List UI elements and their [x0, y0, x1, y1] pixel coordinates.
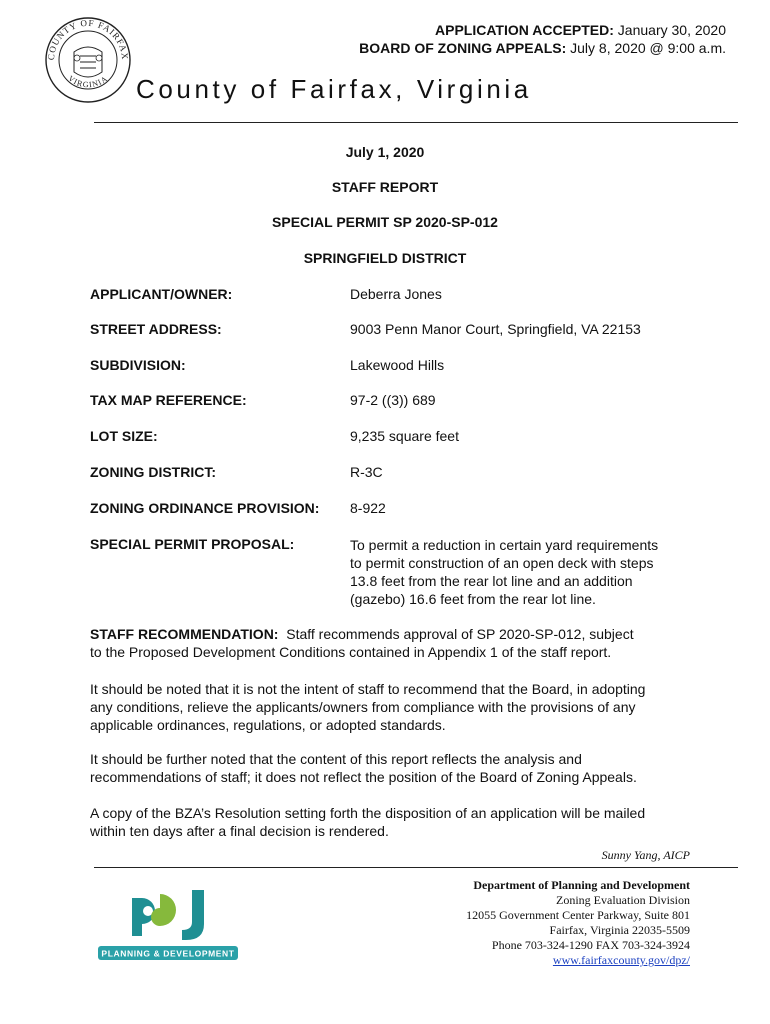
header-divider — [94, 122, 738, 123]
website-link[interactable]: www.fairfaxcounty.gov/dpz/ — [552, 953, 690, 967]
proposal-line: 13.8 feet from the rear lot line and an addition — [350, 573, 633, 589]
zoning-district-label: ZONING DISTRICT: — [90, 464, 216, 480]
division-name: Zoning Evaluation Division — [556, 893, 690, 907]
subdivision-value: Lakewood Hills — [350, 357, 445, 373]
footer-contact — [466, 878, 690, 968]
proposal-label: SPECIAL PERMIT PROPOSAL: — [90, 536, 295, 552]
permit-number: SPECIAL PERMIT SP 2020-SP-012 — [272, 214, 498, 230]
accepted-date: January 30, 2020 — [617, 22, 726, 38]
notice-paragraph — [90, 804, 700, 840]
applicant-label: APPLICANT/OWNER: — [90, 286, 233, 302]
bza-date: July 8, 2020 @ 9:00 a.m. — [570, 40, 726, 56]
street-address-value: 9003 Penn Manor Court, Springfield, VA 22153 — [350, 321, 641, 337]
ordinance-provision-value: 8-922 — [350, 500, 386, 516]
notice-paragraph — [90, 750, 700, 786]
paragraph-line: It should be further noted that the content of this report reflects the analysis and — [90, 751, 582, 767]
lot-size-label: LOT SIZE: — [90, 428, 158, 444]
ordinance-provision-label: ZONING ORDINANCE PROVISION: — [90, 500, 320, 516]
district-name: SPRINGFIELD DISTRICT — [303, 250, 467, 266]
svg-text:VIRGINIA: VIRGINIA — [66, 73, 110, 90]
street-address-label: STREET ADDRESS: — [90, 321, 222, 337]
recommendation-line: to the Proposed Development Conditions contained in Appendix 1 of the staff report. — [90, 644, 612, 660]
zoning-district-value: R-3C — [350, 464, 383, 480]
svg-text:COUNTY OF FAIRFAX: COUNTY OF FAIRFAX — [45, 17, 131, 61]
bza-label: BOARD OF ZONING APPEALS: — [359, 40, 567, 56]
tax-map-label: TAX MAP REFERENCE: — [90, 392, 247, 408]
recommendation-label: STAFF RECOMMENDATION: — [90, 626, 279, 642]
footer-divider — [94, 867, 738, 868]
paragraph-line: within ten days after a final decision is rendered. — [90, 823, 389, 839]
paragraph-line: recommendations of staff; it does not reflect the position of the Board of Zoning Appeals. — [90, 769, 637, 785]
notice-paragraph — [90, 680, 700, 734]
logo-caption: PLANNING & DEVELOPMENT — [101, 948, 235, 959]
county-title: County of Fairfax, Virginia — [136, 74, 532, 104]
applicant-value: Deberra Jones — [350, 286, 442, 302]
department-name: Department of Planning and Development — [473, 878, 690, 892]
address-line: 12055 Government Center Parkway, Suite 801 — [466, 908, 690, 922]
address-line: Fairfax, Virginia 22035-5509 — [549, 923, 690, 937]
report-type: STAFF REPORT — [331, 179, 439, 195]
staff-recommendation — [90, 625, 700, 661]
proposal-line: to permit construction of an open deck with steps — [350, 555, 654, 571]
planning-development-logo — [98, 884, 238, 962]
county-seal-logo — [44, 16, 132, 104]
paragraph-line: A copy of the BZA’s Resolution setting forth the disposition of an application will be mailed — [90, 805, 646, 821]
paragraph-line: any conditions, relieve the applicants/owners from compliance with the provisions of any — [90, 699, 636, 715]
proposal-line: To permit a reduction in certain yard requirements — [350, 537, 659, 553]
report-date: July 1, 2020 — [345, 144, 425, 160]
proposal-text — [350, 536, 658, 608]
paragraph-line: applicable ordinances, regulations, or adopted standards. — [90, 717, 446, 733]
recommendation-line: Staff recommends approval of SP 2020-SP-012, subject — [286, 626, 634, 642]
subdivision-label: SUBDIVISION: — [90, 357, 186, 373]
tax-map-value: 97-2 ((3)) 689 — [350, 392, 436, 408]
paragraph-line: It should be noted that it is not the intent of staff to recommend that the Board, in adopting — [90, 681, 646, 697]
application-accepted-line — [435, 22, 726, 39]
bza-line — [359, 40, 726, 57]
author-name: Sunny Yang, AICP — [601, 848, 690, 862]
accepted-label: APPLICATION ACCEPTED: — [435, 22, 614, 38]
phone-fax: Phone 703-324-1290 FAX 703-324-3924 — [491, 938, 690, 952]
lot-size-value: 9,235 square feet — [350, 428, 459, 444]
proposal-line: (gazebo) 16.6 feet from the rear lot line. — [350, 591, 596, 607]
